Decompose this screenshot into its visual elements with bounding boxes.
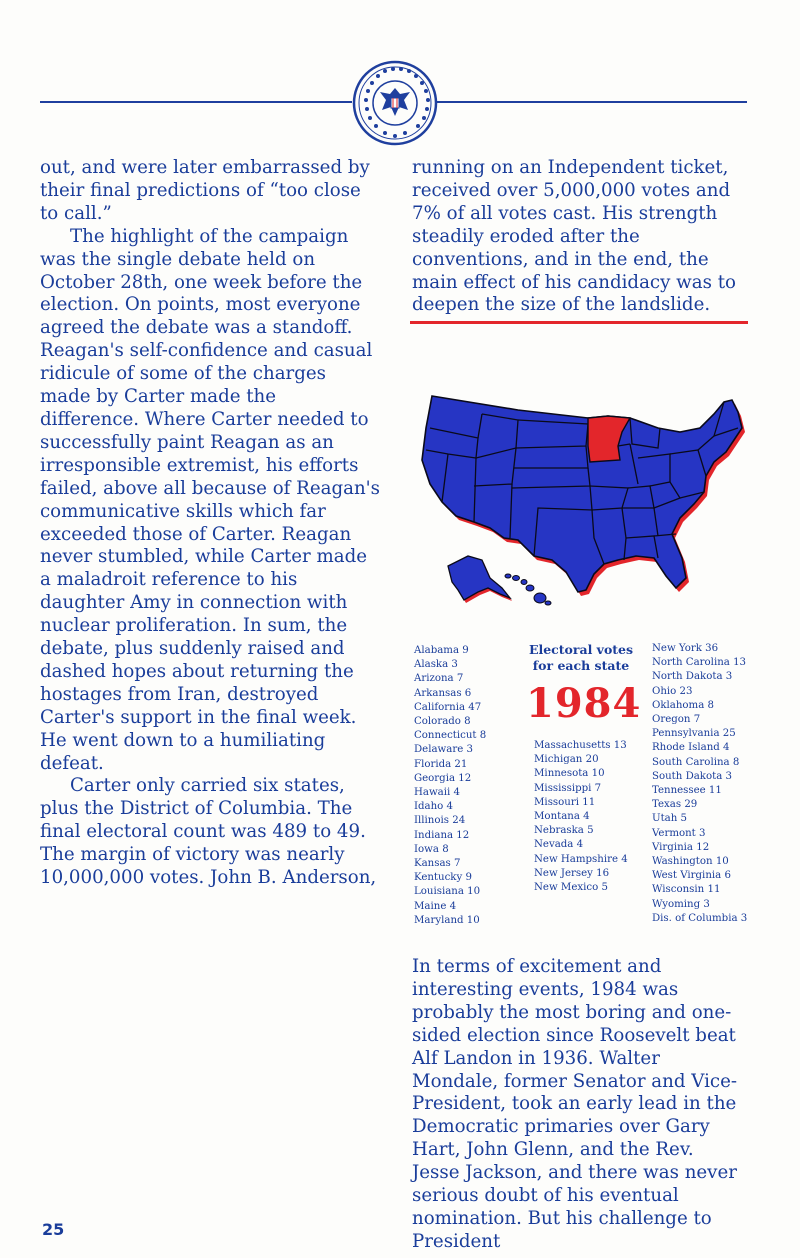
electoral-entry: New Hampshire 4 [534, 853, 628, 865]
electoral-entry: West Virginia 6 [652, 870, 731, 882]
electoral-entry: Arizona 7 [414, 673, 464, 685]
electoral-entry: Wyoming 3 [652, 898, 710, 910]
page-number: 25 [42, 1220, 65, 1239]
electoral-entry: Utah 5 [652, 813, 688, 825]
electoral-title-line1: Electoral votes [528, 642, 634, 657]
electoral-entry: Oregon 7 [652, 714, 701, 726]
electoral-entry: Virginia 12 [652, 841, 710, 853]
electoral-entry: Vermont 3 [652, 827, 706, 839]
electoral-entry: Washington 10 [652, 856, 729, 868]
electoral-entry: Ohio 23 [652, 685, 693, 697]
electoral-entry: Alaska 3 [414, 659, 458, 671]
electoral-entry: Michigan 20 [534, 754, 599, 766]
electoral-entry: Tennessee 11 [652, 785, 722, 797]
presidential-seal-icon [352, 60, 438, 146]
header-rule-right [437, 101, 747, 103]
right-column-top [412, 157, 752, 317]
electoral-entry: Hawaii 4 [414, 787, 460, 799]
electoral-entry: Florida 21 [414, 758, 468, 770]
electoral-entry: Wisconsin 11 [652, 884, 721, 896]
electoral-entry: Oklahoma 8 [652, 699, 715, 711]
electoral-entry: Illinois 24 [414, 815, 466, 827]
electoral-entry: Nebraska 5 [534, 825, 594, 837]
electoral-entry: Minnesota 10 [534, 768, 605, 780]
electoral-entry: Kentucky 9 [414, 872, 472, 884]
right-top-paragraph: running on an Independent ticket, received over 5,000,000 votes and 7% of all votes cast. His strength steadily eroded after the conventions, and in the end, the main effect of his candidacy was to deepen the size of the landslide. [412, 157, 736, 316]
electoral-entry: Maine 4 [414, 900, 457, 912]
electoral-list-col1 [414, 644, 524, 928]
electoral-title-line2: for each state [532, 658, 630, 673]
electoral-entry: Dis. of Columbia 3 [652, 912, 748, 924]
election-year: 1984 [526, 680, 642, 727]
left-paragraph-3: Carter only carried six states, plus the District of Columbia. The final electoral count was 489 to 49. [40, 775, 366, 843]
electoral-list-col3 [652, 642, 760, 926]
electoral-entry: Arkansas 6 [414, 687, 472, 699]
electoral-entry: Iowa 8 [414, 843, 449, 855]
left-paragraph-2: The highlight of the campaign was the single debate held on October 28th, one week before the election. On points, most everyone agreed the debate was a standoff. Reagan's self-confidence and casual ridicule of some of the charges made by Carter made the difference. Where Carter needed to successfully paint Reagan as an irresponsible extremist, his efforts failed, above all because of Reagan's communicative skills which far exceeded those of Carter. Reagan never stumbled, while Carter made a maladroit reference to his daughter Amy in connection with nuclear proliferation. In sum, the debate, plus suddenly raised and dashed hopes about returning the hostages from Iran, destroyed Carter's support in the final week. He went down to a humiliating defeat. [40, 225, 381, 774]
electoral-entry: Idaho 4 [414, 801, 454, 813]
electoral-votes-title [526, 642, 636, 674]
right-bottom-paragraph: In terms of excitement and interesting events, 1984 was probably the most boring and one-sided election since Roosevelt beat Alf Landon in 1936. Walter Mondale, former Senator and Vice-President, took an early lead in the Democratic primaries over Gary Hart, John Glenn, and the Rev. Jesse Jackson, and there was never serious doubt of his eventual nomination. But his challenge to President [412, 956, 737, 1252]
electoral-entry: Pennsylvania 25 [652, 728, 736, 740]
electoral-entry: California 47 [414, 701, 482, 713]
electoral-entry: North Dakota 3 [652, 671, 733, 683]
electoral-entry: Mississippi 7 [534, 782, 602, 794]
header-rule-left [40, 101, 352, 103]
us-electoral-map [408, 388, 756, 620]
electoral-entry: Kansas 7 [414, 858, 461, 870]
electoral-entry: Alabama 9 [414, 645, 469, 656]
electoral-entry: Connecticut 8 [414, 730, 487, 742]
electoral-entry: New Jersey 16 [534, 867, 610, 879]
electoral-entry: Nevada 4 [534, 839, 584, 851]
electoral-entry: Montana 4 [534, 811, 590, 823]
electoral-list-col2 [534, 739, 644, 895]
electoral-entry: New Mexico 5 [534, 882, 608, 894]
electoral-entry: New York 36 [652, 643, 719, 654]
red-divider-rule [410, 321, 748, 324]
left-column [40, 157, 380, 890]
right-column-bottom [412, 956, 737, 1254]
electoral-entry: Massachusetts 13 [534, 740, 627, 751]
electoral-entry: South Carolina 8 [652, 756, 740, 768]
left-paragraph-1: out, and were later embarrassed by their final predictions of “too close to call.” [40, 157, 370, 224]
hawaii-islands [505, 574, 551, 605]
electoral-entry: Maryland 10 [414, 914, 480, 926]
left-paragraph-4: The margin of victory was nearly 10,000,000 votes. John B. Anderson, [40, 844, 377, 889]
electoral-entry: Missouri 11 [534, 796, 596, 808]
electoral-entry: Rhode Island 4 [652, 742, 730, 754]
electoral-entry: North Carolina 13 [652, 657, 747, 669]
electoral-entry: Louisiana 10 [414, 886, 481, 898]
electoral-entry: Georgia 12 [414, 772, 472, 784]
electoral-entry: South Dakota 3 [652, 770, 733, 782]
electoral-entry: Delaware 3 [414, 744, 473, 756]
electoral-entry: Indiana 12 [414, 829, 470, 841]
electoral-entry: Texas 29 [652, 799, 698, 811]
electoral-entry: Colorado 8 [414, 716, 471, 728]
alaska-shape [448, 556, 512, 603]
